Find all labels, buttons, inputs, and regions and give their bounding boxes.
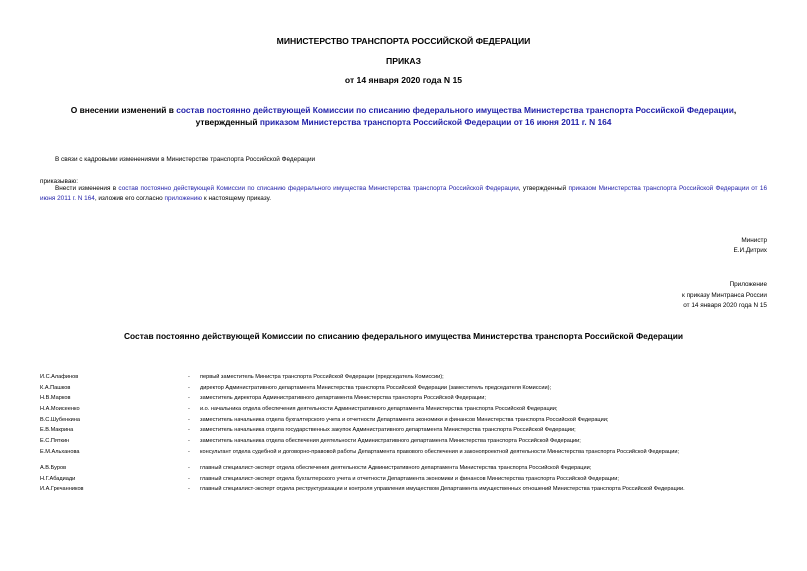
signature-position: Министр <box>741 237 767 244</box>
order-link-order[interactable]: приказом Министерства транспорта Российской Федерации от 16 июня 2011 г. N 164 <box>40 185 768 202</box>
order-middle: , утвержденный <box>518 185 569 192</box>
order-link-commission[interactable]: состав постоянно действующей Комиссии по списанию федерального имущества Министерства транспорта Российской Федерации <box>118 185 519 192</box>
member-row <box>40 449 780 465</box>
order-paragraph <box>40 184 767 204</box>
member-dash: - <box>188 384 190 391</box>
member-row <box>40 427 780 438</box>
title-middle: , утвержденный <box>195 105 737 127</box>
member-position: заместитель начальника отдела государственных закупок Административного департамента Министерства транспорта Российской Федерации; <box>200 427 576 434</box>
member-name: Н.Г.Абадиади <box>40 475 76 482</box>
member-row <box>40 438 780 449</box>
member-row <box>40 406 780 417</box>
commission-members-list <box>40 374 780 497</box>
member-row <box>40 417 780 428</box>
member-position: заместитель директора Административного департамента Министерства транспорта Российской Федерации; <box>200 395 486 402</box>
document-date-number: от 14 января 2020 года N 15 <box>344 75 463 85</box>
member-position: главный специалист-эксперт отдела обеспечения деятельности Административного департамента Министерства транспорта Российской Федерации; <box>200 464 592 471</box>
member-name: Н.В.Марков <box>40 395 71 402</box>
member-position: и.о. начальника отдела обеспечения деятельности Административного департамента Министерства транспорта Российской Федерации; <box>200 406 558 413</box>
member-position: консультант отдела судебной и договорно-правовой работы Департамента правового обеспечения и законопроектной деятельности Министерства транспорта Российской Федерации; <box>200 448 679 455</box>
ministry-heading: МИНИСТЕРСТВО ТРАНСПОРТА РОССИЙСКОЙ ФЕДЕРАЦИИ <box>276 36 531 46</box>
member-dash: - <box>188 406 190 413</box>
appendix-reference: к приказу Минтранса России <box>682 292 767 299</box>
member-dash: - <box>188 486 190 493</box>
member-dash: - <box>188 438 190 445</box>
appendix-date: от 14 января 2020 года N 15 <box>683 302 767 309</box>
member-position: главный специалист-эксперт отдела бухгалтерского учета и отчетности Департамента экономики и финансов Министерства транспорта Российской Федерации; <box>200 475 619 482</box>
member-dash: - <box>188 427 190 434</box>
order-link-appendix[interactable]: приложению <box>164 195 203 202</box>
member-dash: - <box>188 475 190 482</box>
member-name: Н.А.Моисеенко <box>40 406 80 413</box>
member-dash: - <box>188 416 190 423</box>
order-mid2: , изложив его согласно <box>94 195 165 202</box>
member-row <box>40 465 780 476</box>
member-dash: - <box>188 448 190 455</box>
member-position: заместитель начальника отдела бухгалтерского учета и отчетности Департамента экономики и финансов Министерства транспорта Российской Федерации; <box>200 416 609 423</box>
member-name: И.С.Алафинов <box>40 374 79 380</box>
member-row <box>40 374 780 385</box>
member-row <box>40 476 780 487</box>
signature-name: Е.И.Дитрих <box>733 247 767 254</box>
member-row <box>40 385 780 396</box>
member-name: А.В.Буров <box>40 464 67 471</box>
order-word: приказываю: <box>40 178 78 185</box>
member-dash: - <box>188 395 190 402</box>
member-row <box>40 395 780 406</box>
document-title <box>50 104 757 128</box>
member-name: К.А.Пашков <box>40 384 71 391</box>
composition-heading: Состав постоянно действующей Комиссии по списанию федерального имущества Министерства транспорта Российской Федерации <box>123 331 683 341</box>
member-position: заместитель начальника отдела обеспечения деятельности Административного департамента Министерства транспорта Российской Федерации; <box>200 438 581 445</box>
title-link-commission[interactable]: состав постоянно действующей Комиссии по списанию федерального имущества Министерства транспорта Российской Федерации <box>176 105 734 115</box>
member-position: главный специалист-эксперт отдела реструктуризации и контроля управления имуществом Департамента имущественных отношений Министерства транспорта Российской Федерации. <box>200 486 685 493</box>
order-suffix: к настоящему приказу. <box>202 195 271 202</box>
member-name: Е.В.Макрина <box>40 427 74 434</box>
intro-paragraph: В связи с кадровыми изменениями в Министерстве транспорта Российской Федерации <box>55 156 316 163</box>
title-link-order[interactable]: приказом Министерства транспорта Российской Федерации от 16 июня 2011 г. N 164 <box>259 117 612 127</box>
member-name: И.А.Гречанников <box>40 486 84 493</box>
member-position: директор Административного департамента Министерства транспорта Российской Федерации (заместитель председателя Комиссии); <box>200 384 552 391</box>
member-dash: - <box>188 374 190 380</box>
member-position: первый заместитель Министра транспорта Российской Федерации (председатель Комиссии); <box>200 374 444 380</box>
member-name: Е.М.Альханова <box>40 448 80 455</box>
order-prefix: Внести изменения в <box>55 185 119 192</box>
document-type: ПРИКАЗ <box>386 56 421 66</box>
member-row <box>40 486 780 497</box>
appendix-label: Приложение <box>729 281 767 288</box>
member-name: В.С.Шубенкина <box>40 416 80 423</box>
member-name: Е.С.Пяткин <box>40 438 70 445</box>
member-dash: - <box>188 464 190 471</box>
title-prefix: О внесении изменений в <box>70 105 177 115</box>
